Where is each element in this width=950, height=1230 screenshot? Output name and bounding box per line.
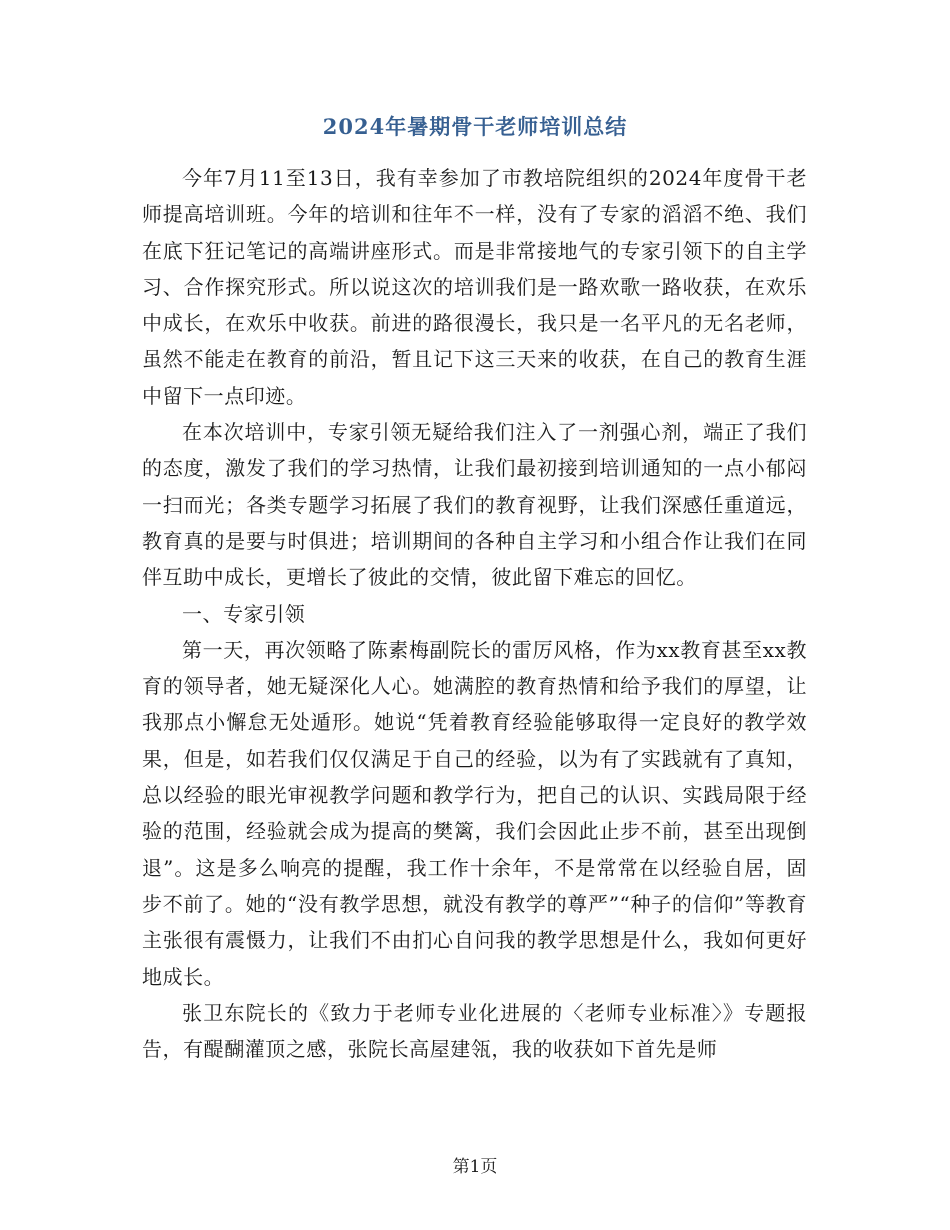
section-heading: 一、专家引领 xyxy=(182,601,306,626)
paragraph-summary: 在本次培训中，专家引领无疑给我们注入了一剂强心剂，端正了我们的态度，激发了我们的学习热情，让我们最初接到培训通知的一点小郁闷一扫而光；各类专题学习拓展了我们的教育视野，让我们深感任重道远，教育真的是要与时俱进；培训期间的各种自主学习和小组合作让我们在同伴互助中成长，更增长了彼此的交情，彼此留下难忘的回忆。 xyxy=(142,420,807,590)
paragraph-intro: 今年7月11至13日，我有幸参加了市教培院组织的2024年度骨干老师提高培训班。今年的培训和往年不一样，没有了专家的滔滔不绝、我们在底下狂记笔记的高端讲座形式。而是非常接地气的专家引领下的自主学习、合作探究形式。所以说这次的培训我们是一路欢歌一路收获，在欢乐中成长，在欢乐中收获。前进的路很漫长，我只是一名平凡的无名老师，虽然不能走在教育的前沿，暂且记下这三天来的收获，在自己的教育生涯中留下一点印迹。 xyxy=(142,166,807,408)
document-body xyxy=(142,160,807,1067)
paragraph-day-one: 第一天，再次领略了陈素梅副院长的雷厉风格，作为xx教育甚至xx教育的领导者，她无疑深化人心。她满腔的教育热情和给予我们的厚望，让我那点小懈怠无处遁形。她说“凭着教育经验能够取得一定良好的教学效果，但是，如若我们仅仅满足于自己的经验，以为有了实践就有了真知，总以经验的眼光审视教学问题和教学行为，把自己的认识、实践局限于经验的范围，经验就会成为提高的樊篱，我们会因此止步不前，甚至出现倒退”。这是多么响亮的提醒，我工作十余年，不是常常在以经验自居，固步不前了。她的“没有教学思想，就没有教学的尊严”“种子的信仰”等教育主张很有震慑力，让我们不由扪心自问我的教学思想是什么，我如何更好地成长。 xyxy=(142,637,807,989)
page-number: 第1页 xyxy=(452,1157,498,1177)
paragraph-report: 张卫东院长的《致力于老师专业化进展的〈老师专业标准〉》专题报告，有醍醐灌顶之感，张院长高屋建瓴，我的收获如下首先是师 xyxy=(142,1000,807,1062)
document-title: 2024年暑期骨干老师培训总结 xyxy=(322,114,628,139)
